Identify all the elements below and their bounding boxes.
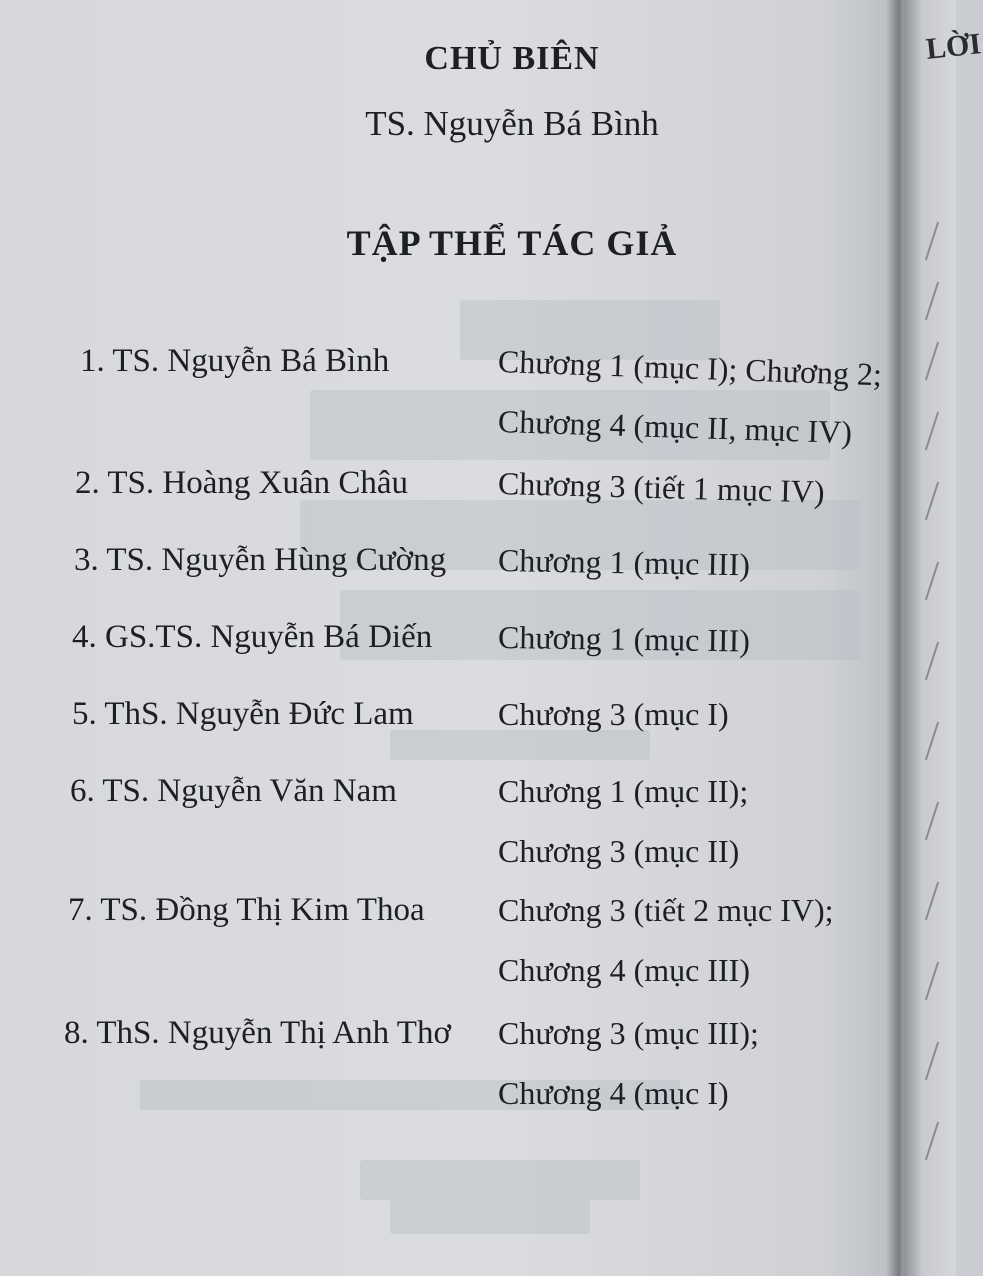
author-name: 1. TS. Nguyễn Bá Bình [80,343,390,379]
author-name: 6. TS. Nguyễn Văn Nam [70,773,397,809]
author-chapter: Chương 3 (mục II) [498,833,740,869]
author-name: 2. TS. Hoàng Xuân Châu [75,465,409,501]
author-chapter: Chương 4 (mục I) [498,1075,729,1111]
author-name: 5. ThS. Nguyễn Đức Lam [72,696,414,732]
author-row [0,773,900,903]
author-name: 7. TS. Đồng Thị Kim Thoa [68,892,425,928]
author-row [0,343,900,473]
author-chapter: Chương 3 (mục III); [498,1015,759,1051]
editor-heading: CHỦ BIÊN [424,40,600,77]
author-chapter: Chương 4 (mục III) [498,952,750,988]
author-chapter: Chương 1 (mục III) [497,619,751,659]
editor-name: TS. Nguyễn Bá Bình [365,104,659,143]
author-chapter: Chương 4 (mục II, mục IV) [497,403,853,451]
authors-heading: TẬP THỂ TÁC GIẢ [346,223,678,263]
next-page-edge [904,0,983,1276]
author-chapter: Chương 3 (tiết 2 mục IV); [498,892,834,928]
author-chapter: Chương 1 (mục III) [497,542,751,583]
author-name: 3. TS. Nguyễn Hùng Cường [74,542,447,578]
author-chapter: Chương 1 (mục I); Chương 2; [497,343,883,393]
author-row [0,1015,900,1145]
author-chapter: Chương 1 (mục II); [498,773,749,809]
author-row [0,892,900,1022]
author-name: 8. ThS. Nguyễn Thị Anh Thơ [64,1015,451,1051]
next-page-heading: LỜI [924,27,983,66]
author-chapter: Chương 3 (mục I) [498,696,729,732]
author-chapter: Chương 3 (tiết 1 mục IV) [497,465,826,510]
author-name: 4. GS.TS. Nguyễn Bá Diến [72,619,433,655]
